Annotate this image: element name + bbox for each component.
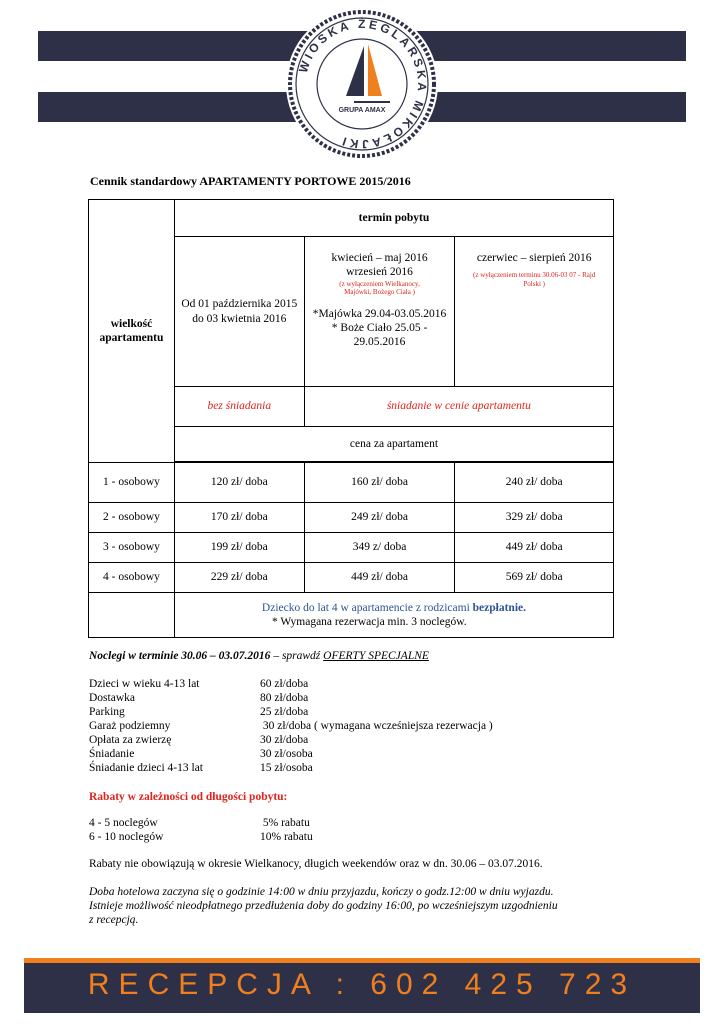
discount-note: Rabaty nie obowiązują w okresie Wielkanocy, długich weekendów oraz w dn. 30.06 – 03.07.2016. bbox=[89, 858, 543, 870]
discounts-title: Rabaty w zależności od długości pobytu: bbox=[89, 791, 288, 803]
list-item: Dostawka 80 zł/doba bbox=[89, 692, 309, 704]
list-item: Opłata za zwierzę 30 zł/doba bbox=[89, 734, 309, 746]
table-row: 1 - osobowy 120 zł/ doba 160 zł/ doba 240 zł/ doba bbox=[89, 463, 614, 503]
period-3: czerwiec – sierpień 2016 (z wyłączeniem terminu 30.06-03 07 - Rajd Polski ) bbox=[455, 237, 614, 387]
period-2-note: (z wyłączeniem Wielkanocy, bbox=[339, 279, 420, 288]
period-3-note: (z wyłączeniem terminu 30.06-03 07 - Rajd bbox=[473, 271, 596, 280]
table-row: 2 - osobowy 170 zł/ doba 249 zł/ doba 329 zł/ doba bbox=[89, 503, 614, 533]
hotel-day-note: Doba hotelowa zaczyna się o godzinie 14:00 w dniu przyjazdu, kończy o godz.12:00 w dniu wyjazdu. Istnieje możliwość nieodpłatnego przedłużenia doby do godziny 16:00, po wcześniejszym uzgodnieniu z recepcją. bbox=[89, 886, 558, 926]
special-offers-link[interactable]: OFERTY SPECJALNE bbox=[323, 650, 429, 662]
list-item: Dzieci w wieku 4-13 lat 60 zł/doba bbox=[89, 678, 309, 690]
no-breakfast-label: bez śniadania bbox=[174, 387, 304, 427]
child-note: Dziecko do lat 4 w apartamencie z rodzicami bezpłatnie. * Wymagana rezerwacja min. 3 noclegów. bbox=[174, 593, 613, 638]
list-item: Garaż podziemny 30 zł/doba ( wymagana wcześniejsza rezerwacja ) bbox=[89, 720, 493, 732]
period-1: Od 01 października 2015 do 03 kwietnia 2016 bbox=[174, 237, 304, 387]
wioska-zeglarska-logo bbox=[284, 6, 440, 162]
table-row: 3 - osobowy 199 zł/ doba 349 z/ doba 449 zł/ doba bbox=[89, 533, 614, 563]
reception-phone: RECEPCJA : 602 425 723 bbox=[87, 968, 637, 1001]
svg-text:WIOSKA ŻEGLARSKA MIKOŁAJKI: WIOSKA ŻEGLARSKA MIKOŁAJKI bbox=[296, 16, 430, 152]
list-item: Śniadanie 30 zł/osoba bbox=[89, 748, 313, 760]
list-item: 6 - 10 noclegów 10% rabatu bbox=[89, 831, 313, 843]
reservation-note: * Wymagana rezerwacja min. 3 noclegów. bbox=[271, 616, 467, 628]
special-offer-line: Noclegi w terminie 30.06 – 03.07.2016 – sprawdź OFERTY SPECJALNE bbox=[89, 650, 429, 662]
size-header: wielkość apartamentu bbox=[89, 200, 175, 463]
termin-header: termin pobytu bbox=[174, 200, 613, 237]
footer-band bbox=[24, 963, 700, 1013]
price-label: cena za apartament bbox=[174, 427, 613, 462]
list-item: 4 - 5 noclegów 5% rabatu bbox=[89, 817, 310, 829]
table-row: 4 - osobowy 229 zł/ doba 449 zł/ doba 569 zł/ doba bbox=[89, 563, 614, 593]
with-breakfast-label: śniadanie w cenie apartamentu bbox=[304, 387, 613, 427]
list-item: Parking 25 zł/doba bbox=[89, 706, 309, 718]
discounts-list bbox=[89, 816, 313, 844]
list-item: Śniadanie dzieci 4-13 lat 15 zł/osoba bbox=[89, 762, 313, 774]
period-2: kwiecień – maj 2016 wrzesień 2016 (z wyłączeniem Wielkanocy, Majówki, Bożego Ciała ) *Majówka 29.04-03.05.2016 * Boże Ciało 25.05 - 29.05.2016 bbox=[304, 237, 455, 387]
logo-brand-text: GRUPA AMAX bbox=[338, 107, 386, 114]
fees-list bbox=[89, 677, 493, 775]
price-table bbox=[88, 199, 614, 638]
price-list-title: Cennik standardowy APARTAMENTY PORTOWE 2015/2016 bbox=[90, 174, 411, 188]
